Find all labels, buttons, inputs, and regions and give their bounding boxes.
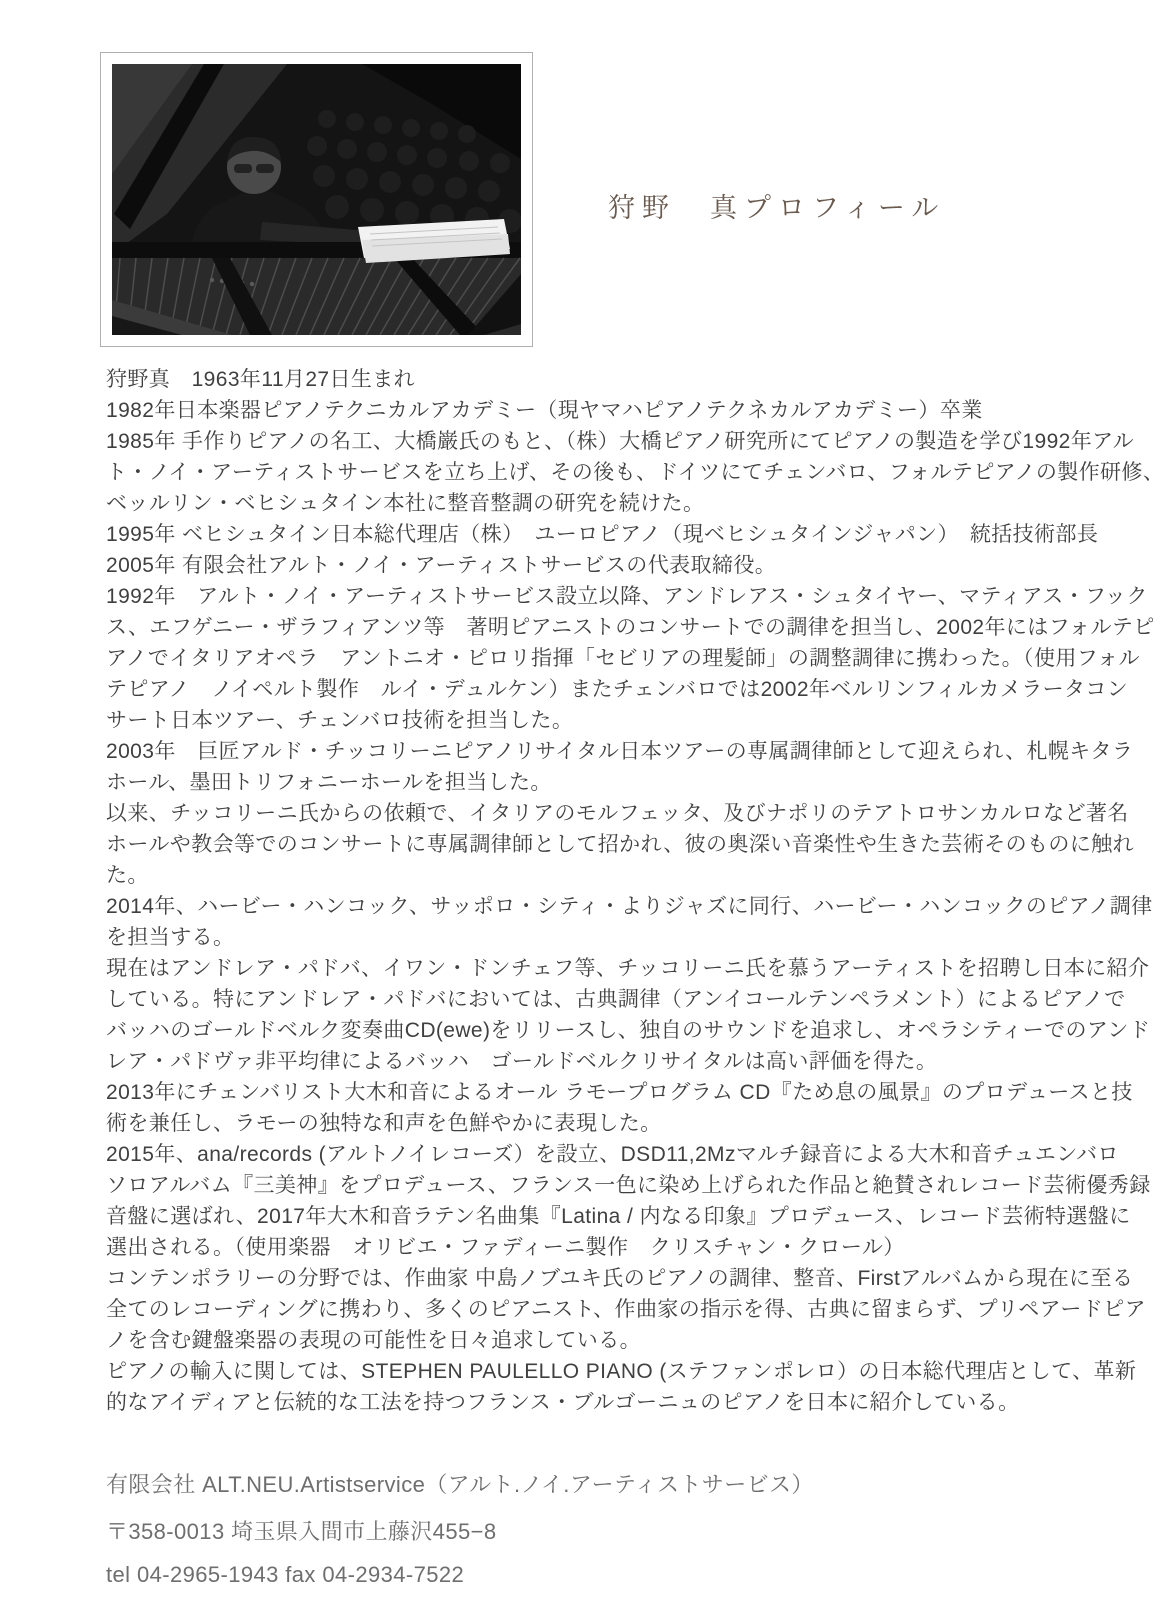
profile-photo [100, 52, 533, 347]
company-contact-footer [106, 1468, 814, 1609]
biography-line: している。特にアンドレア・パドバにおいては、古典調律（アンイコールテンペラメント）によるピアノで [106, 988, 1126, 1011]
biography-line: 2005年 有限会社アルト・ノイ・アーティストサービスの代表取締役。 [106, 554, 777, 577]
biography-line: ト・ノイ・アーティストサービスを立ち上げ、その後も、ドイツにてチェンバロ、フォルテピアノの製作研修、 [106, 461, 1165, 484]
biography-line: た。 [106, 864, 149, 887]
biography-line: アノでイタリアオペラ アントニオ・ピロリ指揮「セビリアの理髪師」の調整調律に携わった。（使用フォル [106, 647, 1140, 670]
biography-line: コンテンポラリーの分野では、作曲家 中島ノブユキ氏のピアノの調律、整音、Firstアルバムから現在に至る [106, 1267, 1134, 1290]
biography-line: テピアノ ノイペルト製作 ルイ・デュルケン）またチェンバロでは2002年ベルリンフィルカメラータコン [106, 678, 1129, 701]
biography-line: 1995年 ベヒシュタイン日本総代理店（株） ユーロピアノ（現ベヒシュタインジャパン） 統括技術部長 [106, 523, 1099, 546]
biography-line: ホール、墨田トリフォニーホールを担当した。 [106, 771, 552, 794]
biography-line: ス、エフゲニー・ザラフィアンツ等 著明ピアニストのコンサートでの調律を担当し、2002年にはフォルテピ [106, 616, 1155, 639]
biography-line: レア・パドヴァ非平均律によるバッハ ゴールドベルクリサイタルは高い評価を得た。 [106, 1050, 938, 1073]
biography-line: 全てのレコーディングに携わり、多くのピアニスト、作曲家の指示を得、古典に留まらず、プリペアードピア [106, 1298, 1146, 1321]
biography-line: 現在はアンドレア・パドバ、イワン・ドンチェフ等、チッコリーニ氏を慕うアーティストを招聘し日本に紹介 [106, 957, 1150, 980]
biography-line: 選出される。（使用楽器 オリビエ・ファディーニ製作 クリスチャン・クロール） [106, 1236, 905, 1259]
biography-line: 音盤に選ばれ、2017年大木和音ラテン名曲集『Latina / 内なる印象』プロデュース、レコード芸術特選盤に [106, 1205, 1131, 1228]
biography-line: ホールや教会等でのコンサートに専属調律師として招かれ、彼の奥深い音楽性や生きた芸術そのものに触れ [106, 833, 1135, 856]
biography-line: 1985年 手作りピアノの名工、大橋巌氏のもと、（株）大橋ピアノ研究所にてピアノの製造を学び1992年アル [106, 430, 1135, 453]
biography-line: 1992年 アルト・ノイ・アーティストサービス設立以降、アンドレアス・シュタイヤー、マティアス・フック [106, 585, 1148, 608]
footer-contact-line: 〒358-0013 埼玉県入間市上藤沢455−8 [106, 1519, 497, 1544]
footer-contact-line: tel 04-2965-1943 fax 04-2934-7522 [106, 1562, 465, 1587]
biography-line: 2013年にチェンバリスト大木和音によるオール ラモープログラム CD『ため息の風景』のプロデュースと技 [106, 1081, 1133, 1104]
biography-line: ノを含む鍵盤楽器の表現の可能性を日々追求している。 [106, 1329, 641, 1352]
profile-biography-text [106, 364, 1165, 1418]
biography-line: ピアノの輸入に関しては、STEPHEN PAULELLO PIANO (ステファンポレロ）の日本総代理店として、革新 [106, 1360, 1137, 1383]
biography-line: 1982年日本楽器ピアノテクニカルアカデミー（現ヤマハピアノテクネカルアカデミー）卒業 [106, 399, 983, 422]
biography-line: 2015年、ana/records (アルトノイレコーズ）を設立、DSD11,2Mzマルチ録音による大木和音チュエンバロ [106, 1143, 1119, 1166]
biography-line: 2003年 巨匠アルド・チッコリーニピアノリサイタル日本ツアーの専属調律師として迎えられ、札幌キタラ [106, 740, 1134, 763]
footer-contact-line: 有限会社 ALT.NEU.Artistservice（アルト.ノイ.アーティストサービス） [106, 1472, 814, 1497]
biography-line: サート日本ツアー、チェンバロ技術を担当した。 [106, 709, 574, 732]
biography-line: 術を兼任し、ラモーの独特な和声を色鮮やかに表現した。 [106, 1112, 662, 1135]
biography-line: ソロアルバム『三美神』をプロデュース、フランス一色に染め上げられた作品と絶賛されレコード芸術優秀録 [106, 1174, 1151, 1197]
biography-line: バッハのゴールドベルク変奏曲CD(ewe)をリリースし、独自のサウンドを追求し、オペラシティーでのアンド [106, 1019, 1151, 1042]
biography-line: 以来、チッコリーニ氏からの依頼で、イタリアのモルフェッタ、及びナポリのテアトロサンカルロなど著名 [106, 802, 1129, 825]
biography-line: 狩野真 1963年11月27日生まれ [106, 368, 416, 391]
page-title: 狩野 真プロフィール [608, 193, 946, 223]
biography-line: 的なアイディアと伝統的な工法を持つフランス・ブルゴーニュのピアノを日本に紹介している。 [106, 1391, 1020, 1414]
piano-tuning-photo-illustration [112, 64, 521, 335]
biography-line: 2014年、ハービー・ハンコック、サッポロ・シティ・よりジャズに同行、ハービー・ハンコックのピアノ調律 [106, 895, 1153, 918]
biography-line: ベッルリン・ベヒシュタイン本社に整音整調の研究を続けた。 [106, 492, 705, 515]
biography-line: を担当する。 [106, 926, 235, 949]
